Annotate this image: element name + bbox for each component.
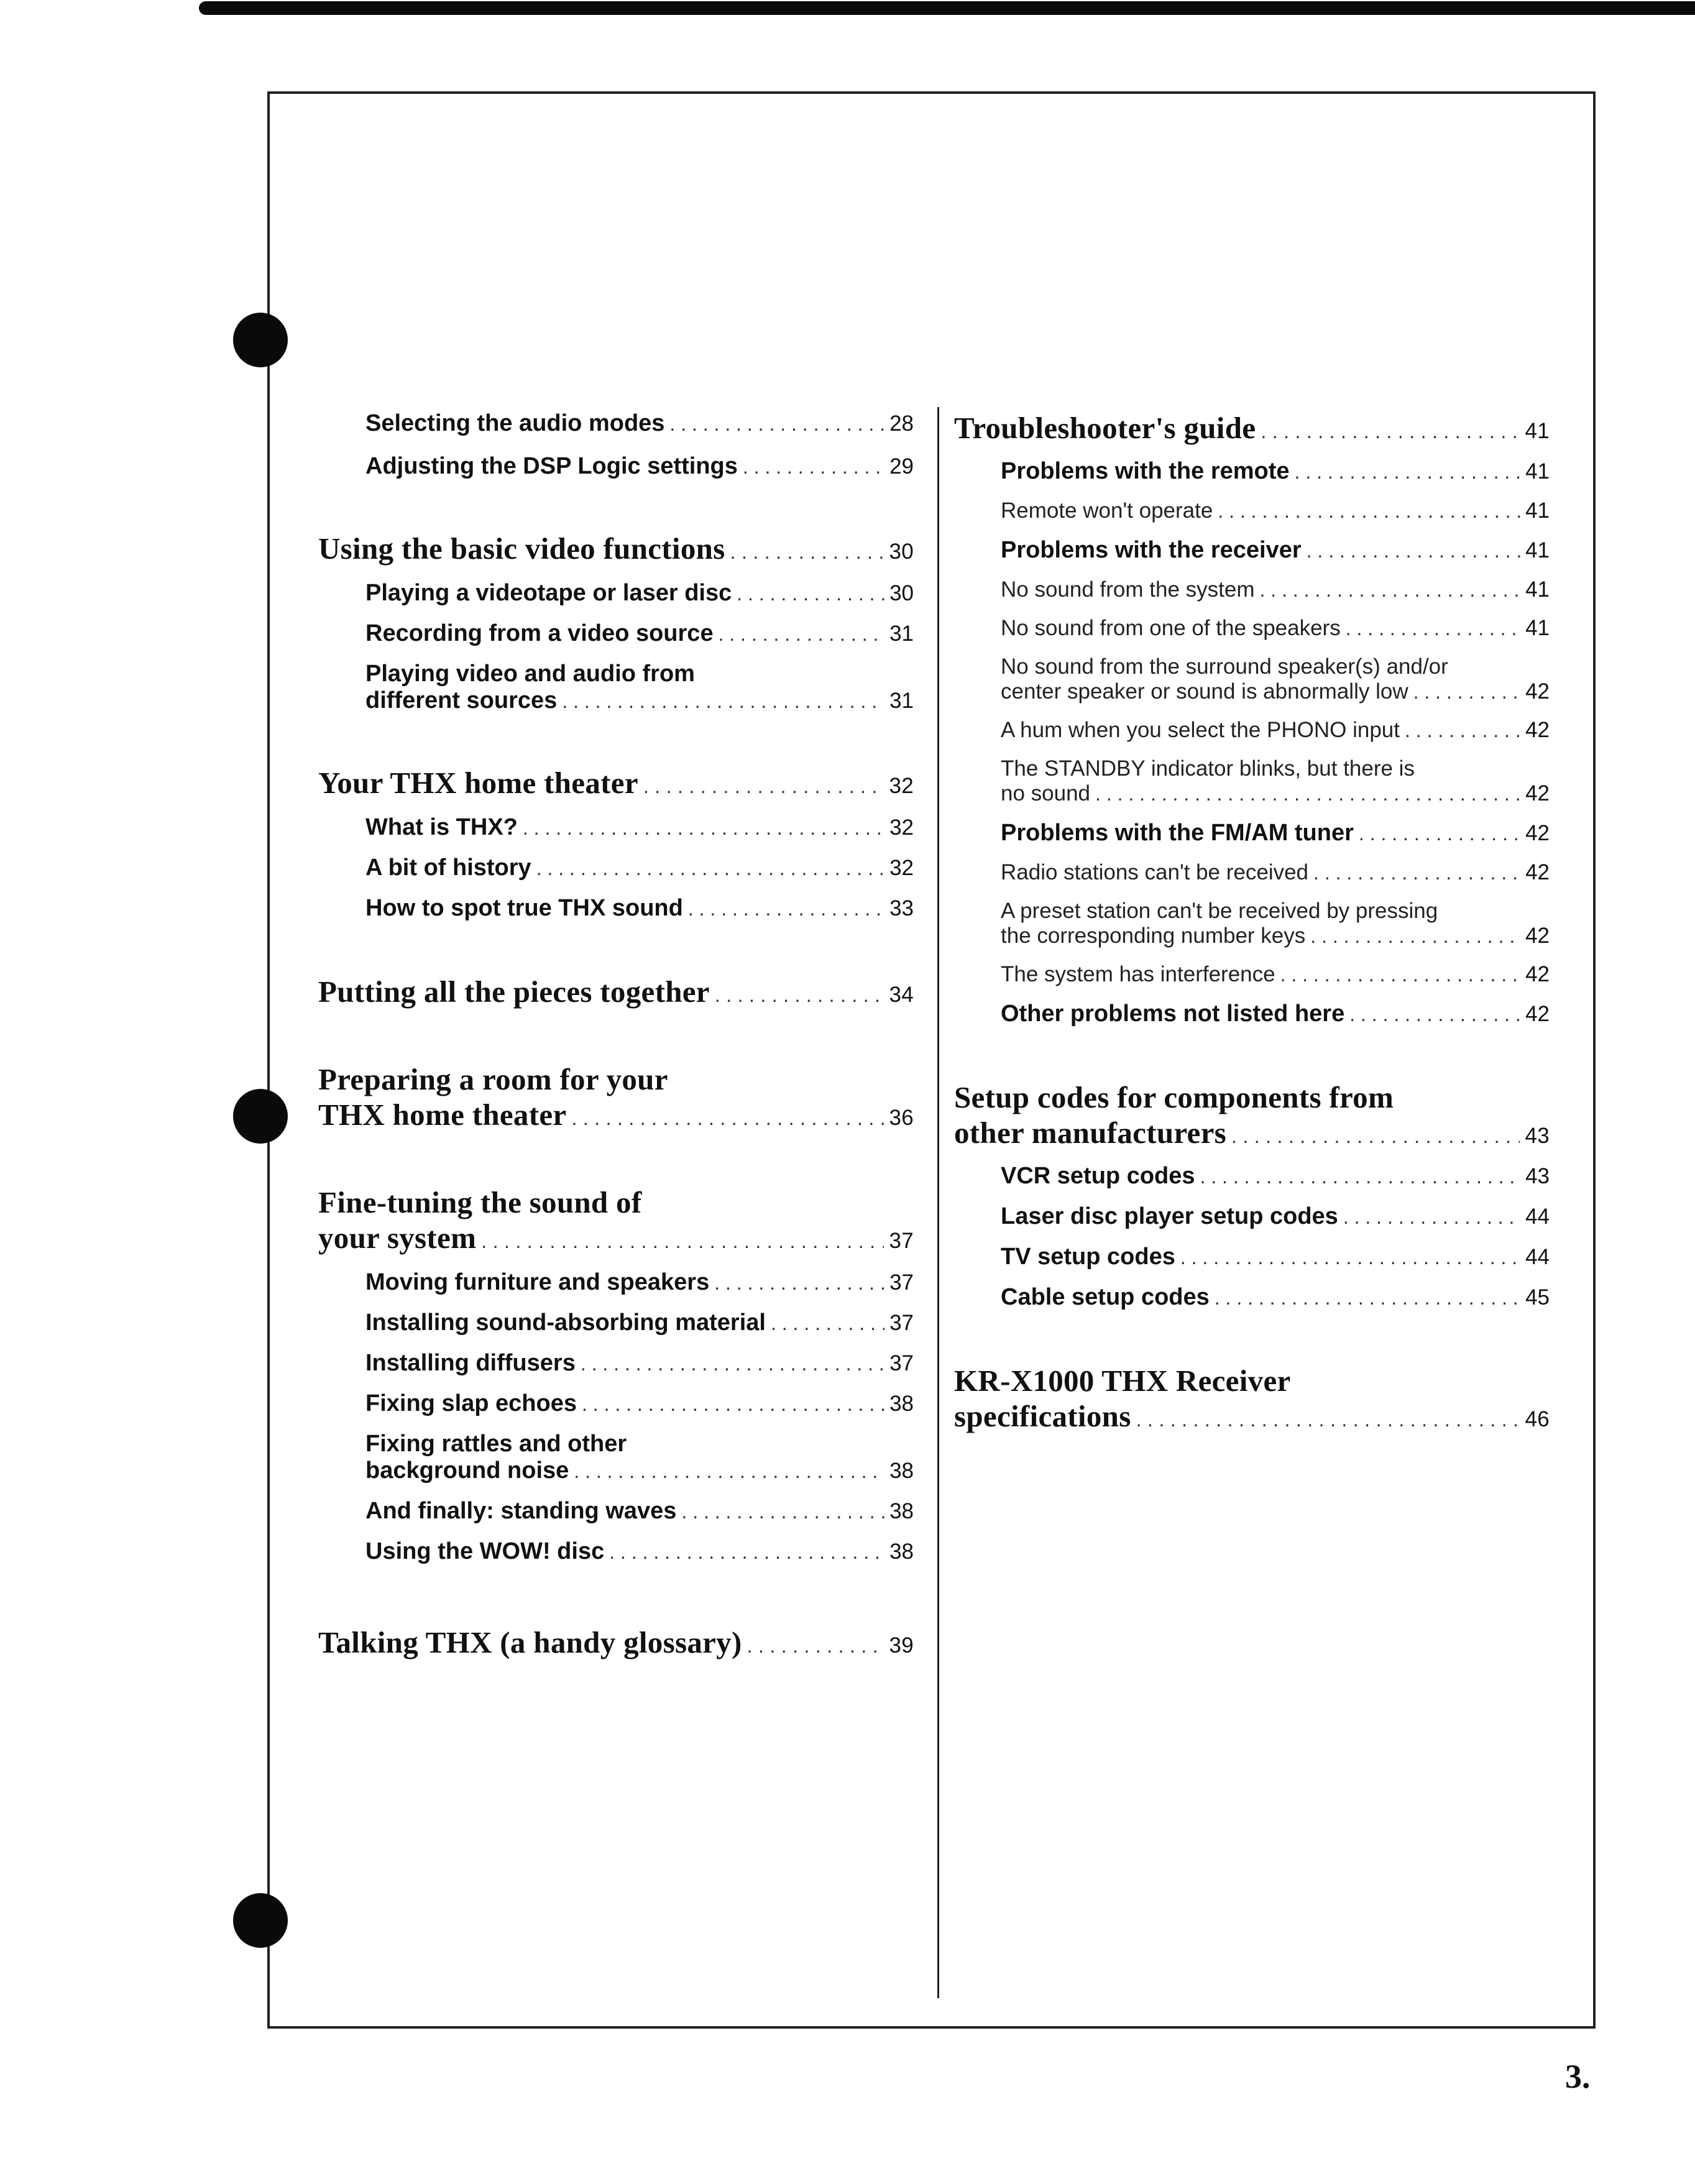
- toc-entry-title: A hum when you select the PHONO input: [1001, 718, 1400, 742]
- dot-leader: [536, 857, 884, 880]
- toc-page-number: 32: [889, 774, 914, 798]
- toc-entry-title: Recording from a video source: [365, 620, 714, 646]
- toc-page-number: 41: [1525, 419, 1550, 443]
- toc-page-number: 41: [1525, 498, 1550, 523]
- toc-page-number: 41: [1525, 616, 1550, 640]
- toc-entry-title: Troubleshooter's guide: [954, 411, 1256, 445]
- toc-entry-title: Your THX home theater: [318, 766, 638, 800]
- toc-page-number: 42: [1525, 1002, 1550, 1026]
- dot-leader: [688, 897, 884, 920]
- dot-leader: [643, 775, 884, 798]
- toc-entry-title: VCR setup codes: [1001, 1163, 1195, 1189]
- toc-entry-title-line: Playing video and audio from: [365, 661, 695, 687]
- toc-page-number: 46: [1525, 1407, 1550, 1431]
- toc-page-number: 28: [889, 411, 914, 436]
- binder-hole-middle: [233, 1089, 288, 1144]
- toc-entry: [318, 895, 914, 922]
- dot-leader: [1260, 579, 1521, 602]
- toc-entry-title: No sound from one of the speakers: [1001, 616, 1341, 640]
- dot-leader: [730, 541, 884, 564]
- toc-entry-title: your system: [318, 1221, 477, 1255]
- toc-entry: [318, 1498, 914, 1525]
- toc-entry: [954, 654, 1550, 704]
- toc-entry-title: And finally: standing waves: [365, 1498, 677, 1524]
- toc-entry-title-line: Fixing rattles and other: [365, 1431, 627, 1457]
- toc-entry: [318, 855, 914, 881]
- toc-entry: [318, 974, 914, 1009]
- toc-page-number: 39: [889, 1633, 914, 1658]
- toc-entry: [954, 537, 1550, 564]
- dot-leader: [609, 1541, 884, 1564]
- dot-leader: [743, 456, 884, 479]
- toc-entry: [954, 577, 1550, 602]
- dot-leader: [1349, 1003, 1520, 1026]
- toc-entry: [954, 718, 1550, 743]
- toc-entry: [954, 899, 1550, 948]
- toc-entry-title: Playing a videotape or laser disc: [365, 580, 732, 606]
- toc-page-number: 44: [1525, 1245, 1550, 1269]
- toc-entry: [318, 661, 914, 714]
- toc-entry: [318, 453, 914, 480]
- dot-leader: [1280, 963, 1520, 986]
- toc-page-number: 42: [1525, 781, 1550, 805]
- toc-entry-title: specifications: [954, 1399, 1131, 1433]
- toc-page-number: 32: [889, 815, 914, 840]
- toc-entry-title: Problems with the receiver: [1001, 537, 1302, 563]
- toc-entry: [954, 458, 1550, 485]
- toc-page-number: 38: [889, 1539, 914, 1564]
- toc-entry: [954, 410, 1550, 446]
- toc-entry: [954, 498, 1550, 523]
- toc-page-number: 37: [889, 1270, 914, 1295]
- dot-leader: [669, 413, 884, 436]
- dot-leader: [771, 1312, 884, 1335]
- dot-leader: [1215, 1287, 1520, 1310]
- dot-leader: [1413, 681, 1520, 704]
- toc-entry-title: Moving furniture and speakers: [365, 1269, 710, 1295]
- toc-entry-title-line: A preset station can't be received by pressing: [1001, 899, 1438, 923]
- toc-page-number: 44: [1525, 1204, 1550, 1229]
- dot-leader: [1180, 1246, 1520, 1269]
- toc-entry-title: How to spot true THX sound: [365, 895, 683, 921]
- toc-entry-title: Adjusting the DSP Logic settings: [365, 453, 738, 479]
- toc-entry-title-line: The STANDBY indicator blinks, but there is: [1001, 756, 1415, 781]
- toc-page-number: 36: [889, 1106, 914, 1130]
- dot-leader: [714, 1272, 884, 1295]
- dot-leader: [1136, 1408, 1520, 1431]
- toc-entry: [318, 1431, 914, 1484]
- toc-page-number: 41: [1525, 538, 1550, 562]
- toc-page-number: 41: [1525, 459, 1550, 484]
- toc-page-number: 31: [889, 689, 914, 713]
- toc-entry: [954, 756, 1550, 806]
- dot-leader: [581, 1352, 884, 1375]
- toc-page-number: 30: [889, 581, 914, 605]
- dot-leader: [571, 1107, 884, 1130]
- toc-entry: [954, 616, 1550, 641]
- toc-entry: [954, 820, 1550, 847]
- toc-entry-title: Remote won't operate: [1001, 498, 1213, 523]
- top-edge-bar: [199, 1, 1695, 15]
- toc-entry: [954, 1080, 1550, 1150]
- toc-entry-title: Putting all the pieces together: [318, 975, 710, 1009]
- dot-leader: [1295, 461, 1521, 484]
- dot-leader: [1095, 782, 1520, 805]
- dot-leader: [1359, 822, 1520, 845]
- dot-leader: [582, 1393, 884, 1416]
- toc-entry-title: Selecting the audio modes: [365, 410, 665, 436]
- toc-page-number: 43: [1525, 1164, 1550, 1188]
- toc-entry-title: What is THX?: [365, 814, 518, 840]
- toc-entry: [318, 765, 914, 801]
- toc-entry-title: different sources: [365, 687, 558, 713]
- toc-entry-title-line: Setup codes for components from: [954, 1080, 1394, 1114]
- toc-entry-title: no sound: [1001, 781, 1091, 805]
- toc-left-column: [318, 410, 914, 1660]
- toc-page-number: 38: [889, 1459, 914, 1483]
- toc-entry-title-line: KR-X1000 THX Receiver: [954, 1364, 1291, 1398]
- toc-page-number: 37: [889, 1229, 914, 1253]
- dot-leader: [1218, 500, 1520, 523]
- toc-entry-title: A bit of history: [365, 855, 531, 881]
- toc-entry: [318, 1625, 914, 1660]
- toc-entry: [318, 410, 914, 437]
- toc-entry: [954, 860, 1550, 885]
- toc-page-number: 29: [889, 454, 914, 479]
- dot-leader: [1231, 1125, 1520, 1148]
- toc-entry-title: Laser disc player setup codes: [1001, 1203, 1338, 1229]
- toc-entry: [318, 1062, 914, 1132]
- toc-entry-title: Using the WOW! disc: [365, 1538, 605, 1564]
- toc-page-number: 43: [1525, 1124, 1550, 1148]
- toc-entry: [954, 1001, 1550, 1027]
- toc-page-number: 37: [889, 1351, 914, 1375]
- toc-entry-title-line: Preparing a room for your: [318, 1062, 668, 1096]
- toc-entry: [318, 1269, 914, 1296]
- toc-page-number: 42: [1525, 924, 1550, 948]
- toc-entry: [318, 531, 914, 566]
- toc-entry-title: Radio stations can't be received: [1001, 860, 1309, 884]
- toc-right-column: [954, 410, 1550, 1434]
- toc-entry-title: The system has interference: [1001, 962, 1275, 986]
- toc-entry-title: Fixing slap echoes: [365, 1390, 577, 1416]
- toc-page-number: 42: [1525, 718, 1550, 742]
- dot-leader: [481, 1230, 884, 1253]
- toc-page-number: 38: [889, 1499, 914, 1523]
- dot-leader: [719, 623, 884, 646]
- toc-page-number: 30: [889, 539, 914, 564]
- toc-entry-title: Problems with the FM/AM tuner: [1001, 820, 1354, 846]
- dot-leader: [737, 582, 884, 605]
- toc-entry: [954, 1163, 1550, 1190]
- toc-entry: [954, 1363, 1550, 1434]
- dot-leader: [1200, 1165, 1521, 1188]
- toc-entry: [318, 580, 914, 607]
- toc-entry-title: Using the basic video functions: [318, 531, 725, 566]
- page-number: 3.: [1565, 2058, 1591, 2095]
- toc-entry-title: THX home theater: [318, 1098, 567, 1132]
- dot-leader: [562, 690, 884, 713]
- toc-entry: [318, 620, 914, 647]
- toc-entry-title: Other problems not listed here: [1001, 1001, 1345, 1027]
- toc-page-number: 42: [1525, 821, 1550, 845]
- binder-hole-top: [233, 313, 288, 367]
- toc-entry-title: Installing diffusers: [365, 1350, 576, 1376]
- toc-entry-title: Problems with the remote: [1001, 458, 1290, 484]
- toc-entry-title-line: No sound from the surround speaker(s) and/or: [1001, 654, 1448, 679]
- toc-entry-title: No sound from the system: [1001, 577, 1255, 602]
- toc-page-number: 42: [1525, 679, 1550, 704]
- toc-entry: [318, 1350, 914, 1377]
- toc-page-number: 33: [889, 896, 914, 920]
- toc-page-number: 45: [1525, 1285, 1550, 1310]
- toc-page-number: 34: [889, 983, 914, 1007]
- dot-leader: [574, 1460, 884, 1483]
- toc-page-number: 37: [889, 1311, 914, 1335]
- toc-page-number: 42: [1525, 962, 1550, 986]
- toc-entry: [954, 1284, 1550, 1311]
- toc-entry-title: background noise: [365, 1457, 569, 1484]
- toc-entry: [954, 962, 1550, 987]
- toc-page-number: 31: [889, 622, 914, 646]
- dot-leader: [1307, 539, 1520, 562]
- toc-entry-title: Installing sound-absorbing material: [365, 1310, 766, 1336]
- dot-leader: [747, 1635, 884, 1658]
- toc-entry-title: other manufacturers: [954, 1116, 1227, 1150]
- toc-entry-title: the corresponding number keys: [1001, 924, 1306, 948]
- dot-leader: [1405, 719, 1520, 742]
- toc-entry: [318, 1185, 914, 1255]
- toc-entry: [318, 1390, 914, 1417]
- dot-leader: [1261, 420, 1520, 443]
- toc-entry-title-line: Fine-tuning the sound of: [318, 1185, 642, 1219]
- dot-leader: [681, 1500, 884, 1523]
- toc-entry: [318, 1310, 914, 1336]
- toc-entry-title: Cable setup codes: [1001, 1284, 1210, 1310]
- toc-page-number: 32: [889, 856, 914, 880]
- dot-leader: [523, 817, 884, 840]
- toc-entry-title: center speaker or sound is abnormally low: [1001, 679, 1408, 704]
- toc-entry: [318, 1538, 914, 1565]
- dot-leader: [1343, 1206, 1520, 1229]
- toc-entry: [954, 1244, 1550, 1270]
- dot-leader: [1313, 861, 1520, 884]
- toc-page-number: 38: [889, 1392, 914, 1416]
- toc-page-number: 42: [1525, 860, 1550, 884]
- toc-entry-title: TV setup codes: [1001, 1244, 1175, 1270]
- dot-leader: [715, 984, 884, 1007]
- toc-entry: [318, 814, 914, 841]
- toc-entry-title: Talking THX (a handy glossary): [318, 1625, 742, 1659]
- toc-entry: [954, 1203, 1550, 1230]
- column-divider: [937, 407, 939, 1998]
- binder-hole-bottom: [233, 1893, 288, 1948]
- toc-page-number: 41: [1525, 577, 1550, 602]
- dot-leader: [1346, 617, 1520, 640]
- dot-leader: [1310, 925, 1520, 948]
